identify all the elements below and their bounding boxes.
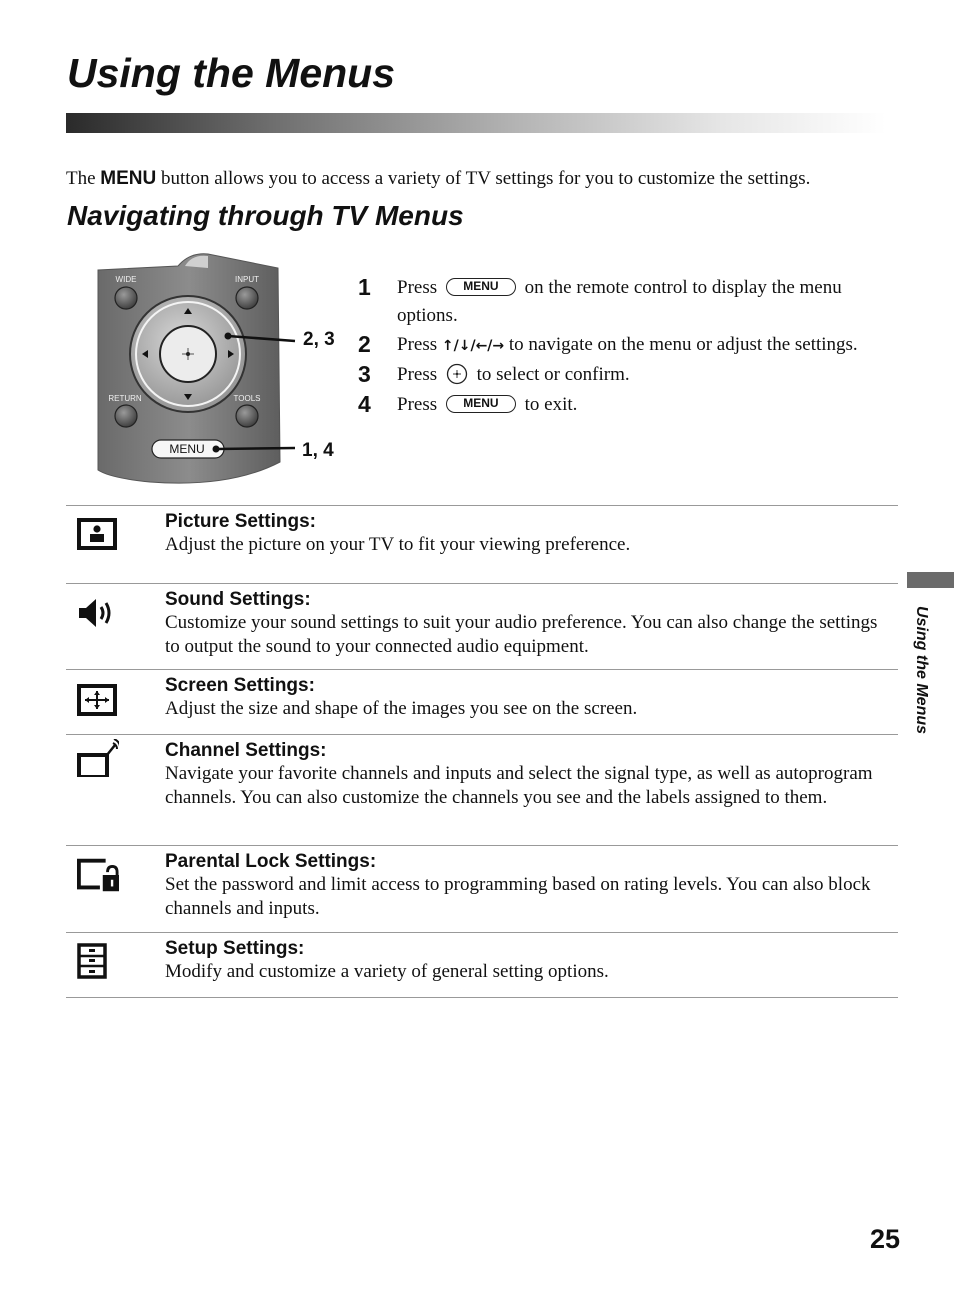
tools-button bbox=[236, 405, 258, 427]
parental-lock-settings-row bbox=[66, 846, 898, 933]
screen-icon bbox=[77, 680, 119, 718]
side-tab-label: Using the Menus bbox=[913, 606, 930, 735]
step-text: to exit. bbox=[519, 394, 578, 415]
menu-button-icon: MENU bbox=[446, 278, 516, 296]
side-tab-marker bbox=[907, 572, 954, 588]
setting-title: Channel Settings: bbox=[165, 740, 327, 761]
intro-text-end: button allows you to access a variety of TV settings for you to customize the settings. bbox=[156, 168, 811, 189]
input-button bbox=[236, 287, 258, 309]
setting-title: Screen Settings: bbox=[165, 675, 315, 696]
menu-button-icon: MENU bbox=[446, 395, 516, 413]
setting-title: Sound Settings: bbox=[165, 589, 311, 610]
intro-paragraph bbox=[66, 167, 916, 191]
setup-settings-row bbox=[66, 933, 898, 998]
intro-text-start: The bbox=[66, 168, 101, 189]
step-text: to navigate on the menu or adjust the settings. bbox=[504, 334, 858, 355]
callout-line-menu bbox=[216, 448, 295, 449]
picture-settings-row bbox=[66, 506, 898, 584]
callout-nav-steps: 2, 3 bbox=[303, 329, 335, 350]
settings-list bbox=[66, 505, 898, 998]
speaker-icon bbox=[77, 594, 119, 632]
step-1 bbox=[358, 274, 903, 330]
title-gradient-bar bbox=[66, 113, 886, 133]
setting-description: Adjust the picture on your TV to fit your viewing preference. bbox=[165, 534, 631, 555]
setting-description: Set the password and limit access to programming based on rating levels. You can also block channels and inputs. bbox=[165, 874, 871, 919]
channel-icon bbox=[77, 739, 119, 777]
intro-menu-keyword: MENU bbox=[100, 168, 157, 189]
setting-description: Adjust the size and shape of the images you see on the screen. bbox=[165, 698, 638, 719]
step-text: on the remote control to display the menu options. bbox=[397, 277, 842, 326]
input-label: INPUT bbox=[235, 275, 259, 284]
return-button bbox=[115, 405, 137, 427]
page-number: 25 bbox=[869, 1224, 900, 1254]
section-title: Navigating through TV Menus bbox=[67, 200, 464, 231]
setting-title: Parental Lock Settings: bbox=[165, 851, 377, 872]
tools-label: TOOLS bbox=[233, 394, 261, 403]
menu-label: MENU bbox=[169, 442, 205, 456]
setting-title: Picture Settings: bbox=[165, 511, 316, 532]
setup-icon bbox=[77, 943, 119, 981]
step-number: 2 bbox=[358, 331, 371, 357]
navigation-arrows-icon: ↑/↓/←/→ bbox=[441, 338, 505, 354]
step-4 bbox=[358, 391, 903, 419]
step-text: to select or confirm. bbox=[471, 364, 630, 385]
step-3 bbox=[358, 361, 903, 389]
setting-description: Modify and customize a variety of general setting options. bbox=[165, 961, 609, 982]
steps-list bbox=[358, 274, 903, 419]
step-number: 4 bbox=[358, 391, 371, 417]
step-text: Press bbox=[397, 364, 442, 385]
wide-label: WIDE bbox=[115, 275, 137, 284]
enter-button-icon bbox=[446, 363, 468, 385]
step-text: Press bbox=[397, 394, 442, 415]
channel-settings-row bbox=[66, 735, 898, 846]
step-number: 1 bbox=[358, 274, 371, 300]
picture-icon bbox=[77, 516, 119, 554]
sound-settings-row bbox=[66, 584, 898, 670]
setting-title: Setup Settings: bbox=[165, 938, 305, 959]
step-text: Press bbox=[397, 334, 442, 355]
setting-description: Navigate your favorite channels and inputs and select the signal type, as well as autoprogram channels. You can also customize the channels you see and the labels assigned to them. bbox=[165, 763, 873, 808]
step-text: Press bbox=[397, 277, 442, 298]
return-label: RETURN bbox=[108, 394, 142, 403]
step-number: 3 bbox=[358, 361, 371, 387]
setting-description: Customize your sound settings to suit your audio preference. You can also change the settings to output the sound to your connected audio equipment. bbox=[165, 612, 878, 657]
callout-menu-steps: 1, 4 bbox=[302, 440, 334, 461]
screen-settings-row bbox=[66, 670, 898, 735]
step-2 bbox=[358, 331, 903, 360]
parental-lock-icon bbox=[77, 856, 119, 894]
page-title: Using the Menus bbox=[67, 50, 396, 96]
wide-button bbox=[115, 287, 137, 309]
